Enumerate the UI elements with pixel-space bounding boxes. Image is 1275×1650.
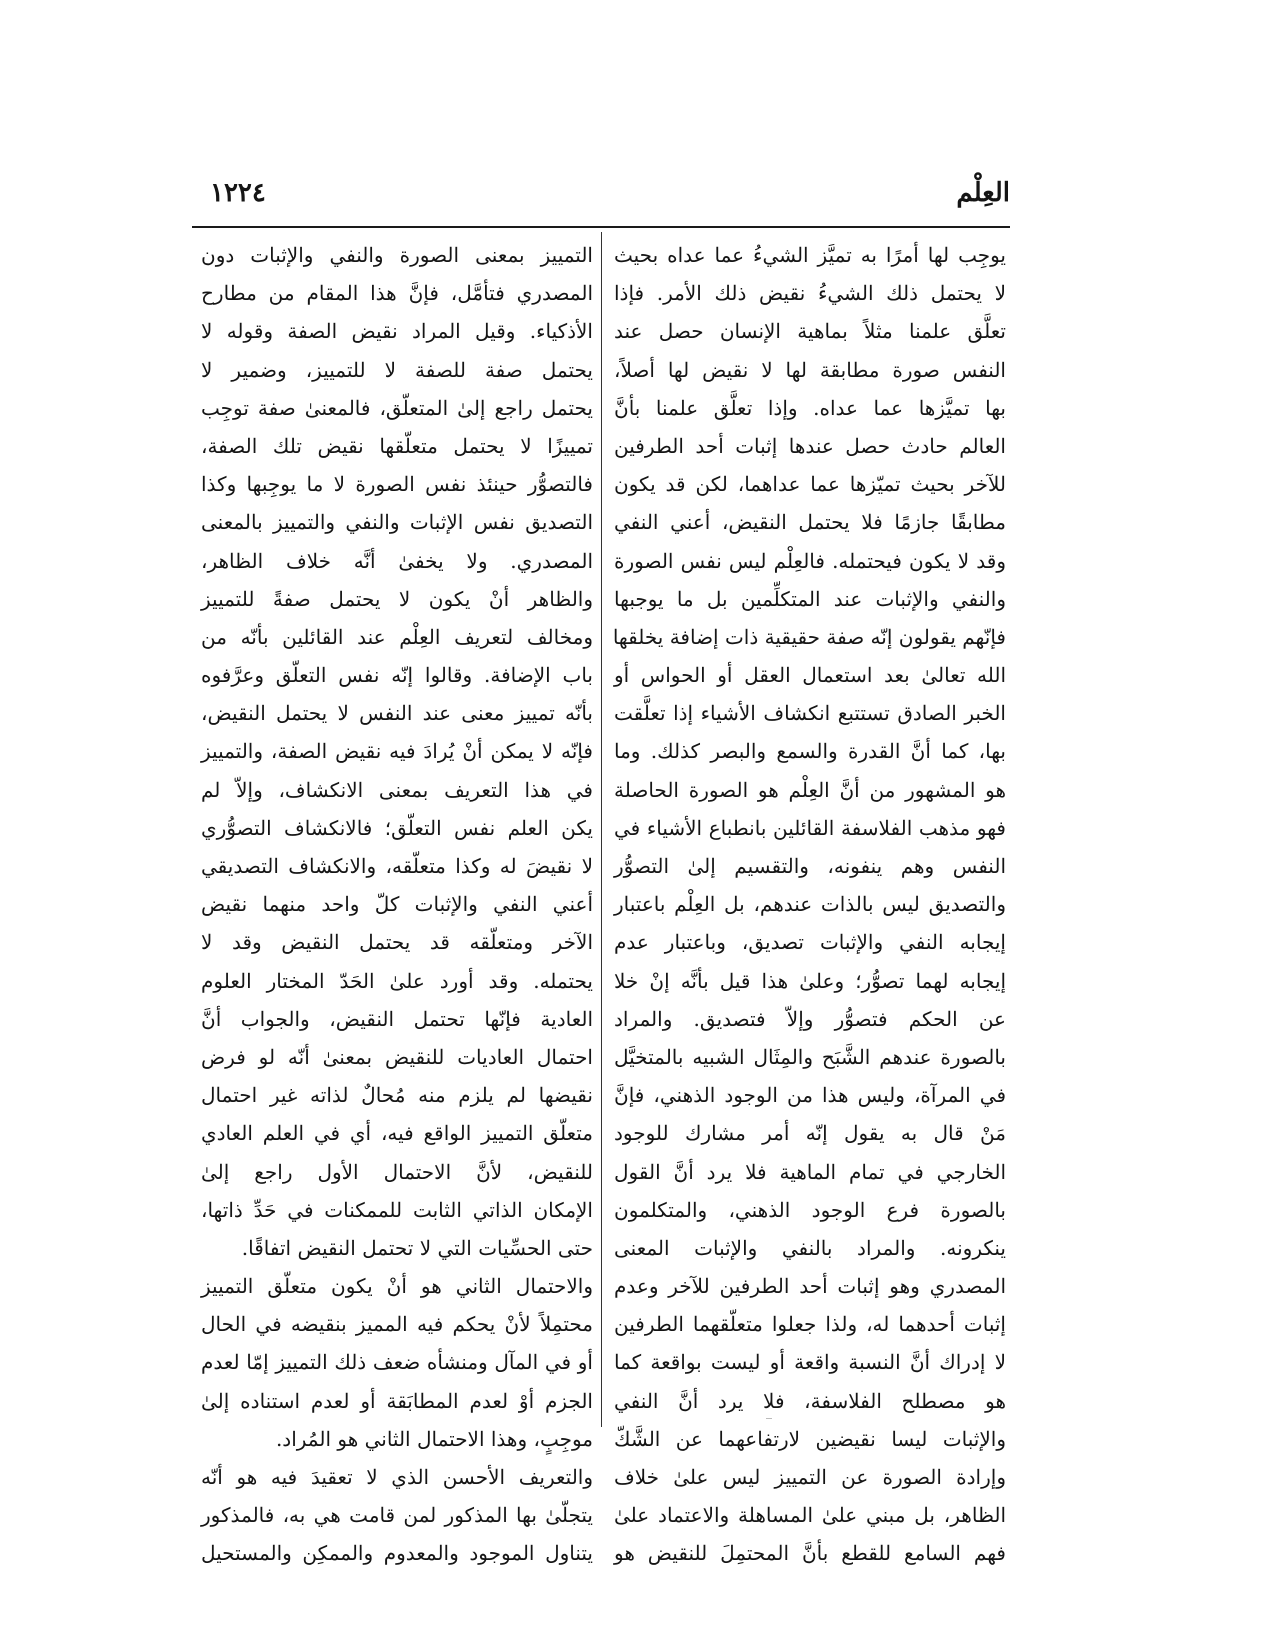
text-line: فإنّهم يقولون إنّه صفة حقيقية ذات إضافة يخلقها <box>612 624 1006 649</box>
left-column <box>201 236 593 1566</box>
text-line: الآخر ومتعلّقه قد يحتمل النقيض وقد لا <box>201 930 593 955</box>
text-line: هو المشهور من أنَّ العِلْم هو الصورة الحاصلة <box>614 777 1006 802</box>
text-line: فإنّه لا يمكن أنْ يُرادَ فيه نقيض الصفة، والتمييز <box>201 739 593 764</box>
text-line: الظاهر، بل مبني علىٰ المساهلة والاعتماد علىٰ <box>614 1503 1006 1528</box>
right-column <box>612 236 1006 1566</box>
text-line: والنفي والإثبات عند المتكلِّمين بل ما يوجبها <box>614 586 1006 611</box>
text-line: ينكرونه. والمراد بالنفي والإثبات المعنى <box>614 1235 1006 1260</box>
text-line: الله تعالىٰ بعد استعمال العقل أو الحواس أو <box>614 663 1006 688</box>
text-line: بها، كما أنَّ القدرة والسمع والبصر كذلك. وما <box>614 739 1006 764</box>
text-line: موجِبٍ، وهذا الاحتمال الثاني هو المُراد. <box>275 1426 593 1451</box>
text-line: والتصديق ليس بالذات عندهم، بل العِلْم باعتبار <box>614 892 1006 917</box>
text-line: المصدري. ولا يخفىٰ أنَّه خلاف الظاهر، <box>201 548 593 573</box>
text-line: النفس صورة مطابقة لها لا نقيض لها أصلاً، <box>614 357 1006 382</box>
text-line: حتى الحسِّيات التي لا تحتمل النقيض اتفاقًا. <box>241 1235 593 1260</box>
text-line: فهم السامع للقطع بأنَّ المحتمِلَ للنقيض هو <box>614 1541 1006 1566</box>
text-line: لا إدراك أنَّ النسبة واقعة أو ليست بواقعة كما <box>614 1350 1006 1375</box>
text-line: نقيضها لم يلزم منه مُحالٌ لذاته غير احتمال <box>201 1083 593 1108</box>
text-line: في المرآة، وليس هذا من الوجود الذهني، فإنَّ <box>614 1083 1006 1108</box>
text-line: الخارجي في تمام الماهية فلا يرد أنَّ القول <box>614 1159 1006 1184</box>
text-line: باب الإضافة. وقالوا إنّه نفس التعلّق وعرَّفوه <box>201 663 593 688</box>
text-line: الأذكياء. وقيل المراد نقيض الصفة وقوله لا <box>201 319 593 344</box>
text-line: الجزم أوْ لعدم المطابَقة أو لعدم استناده إلىٰ <box>201 1388 593 1413</box>
text-line: لا نقيضَ له وكذا متعلّقه، والانكشاف التصديقي <box>201 854 593 878</box>
text-line: يكن العلم نفس التعلّق؛ فالانكشاف التصوُّري <box>201 815 593 840</box>
text-line: يحتمل راجع إلىٰ المتعلّق، فالمعنىٰ صفة توجِب <box>201 395 593 420</box>
text-line: والاحتمال الثاني هو أنْ يكون متعلّق التمييز <box>201 1274 593 1299</box>
text-line: مطابقًا جازمًا فلا يحتمل النقيض، أعني النفي <box>614 510 1006 535</box>
text-line: بالصورة عندهم الشَّبَح والمِثَال الشبيه بالمتخيَّل <box>614 1044 1006 1069</box>
text-line: العادية فإنّها تحتمل النقيض، والجواب أنَّ <box>201 1006 593 1031</box>
scan-mark <box>766 1418 772 1419</box>
running-title: العِلْم <box>956 178 1010 208</box>
text-line: فالتصوُّر حينئذ نفس الصورة لا ما يوجِبها وكذا <box>201 472 593 497</box>
text-line: المصدري فتأمَّل، فإنَّ هذا المقام من مطارح <box>201 281 593 306</box>
text-line: بها تميَّزها عما عداه. وإذا تعلَّق علمنا بأنَّ <box>614 395 1006 420</box>
text-line: فهو مذهب الفلاسفة القائلين بانطباع الأشياء في <box>614 815 1006 840</box>
text-line: عن الحكم فتصوُّر وإلاّ فتصديق. والمراد <box>614 1006 1006 1031</box>
column-divider <box>601 232 602 1427</box>
text-line: يحتمله. وقد أورد علىٰ الحَدّ المختار العلوم <box>201 968 593 993</box>
page-header <box>192 178 1010 222</box>
text-line: أعني النفي والإثبات كلّ واحد منهما نقيض <box>201 892 593 917</box>
text-line: وقد لا يكون فيحتمله. فالعِلْم ليس نفس الصورة <box>614 548 1006 573</box>
text-line: المصدري وهو إثبات أحد الطرفين للآخر وعدم <box>614 1274 1006 1299</box>
text-line: إثبات أحدهما له، ولذا جعلوا متعلّقهما الطرفين <box>614 1312 1006 1337</box>
text-line: يتناول الموجود والمعدوم والممكِن والمستحيل <box>201 1541 593 1566</box>
text-line: مَنْ قال به يقول إنّه أمر مشارك للوجود <box>614 1121 1006 1146</box>
text-line: بأنّه تمييز معنى عند النفس لا يحتمل النقيض، <box>201 701 593 726</box>
page-number: ١٢٢٤ <box>210 178 266 208</box>
text-line: يحتمل صفة للصفة لا للتمييز، وضمير لا <box>201 357 593 382</box>
text-line: والظاهر أنْ يكون لا يحتمل صفةً للتمييز <box>201 586 593 611</box>
text-line: التصديق نفس الإثبات والنفي والتمييز بالمعنى <box>201 510 593 535</box>
text-line: تعلَّق علمنا مثلاً بماهية الإنسان حصل عند <box>614 319 1006 344</box>
text-line: الإمكان الذاتي الثابت للممكنات في حَدِّ ذاتها، <box>201 1197 593 1222</box>
text-line: للآخر بحيث تميّزها عما عداهما، لكن قد يكون <box>614 472 1006 497</box>
text-line: تمييزًا لا يحتمل متعلّقها نقيض تلك الصفة، <box>201 433 593 458</box>
text-line: التمييز بمعنى الصورة والنفي والإثبات دون <box>201 243 593 267</box>
text-line: هو مصطلح الفلاسفة، فلا يرد أنَّ النفي <box>614 1388 1006 1413</box>
text-line: محتمِلاً لأنْ يحكم فيه المميز بنقيضه في الحال <box>201 1312 593 1337</box>
text-line: وإرادة الصورة عن التمييز ليس علىٰ خلاف <box>614 1465 1006 1489</box>
text-line: للنقيض، لأنَّ الاحتمال الأول راجع إلىٰ <box>201 1159 593 1184</box>
text-line: بالصورة فرع الوجود الذهني، والمتكلمون <box>614 1197 1006 1222</box>
text-line: النفس وهم ينفونه، والتقسيم إلىٰ التصوُّر <box>614 854 1006 878</box>
text-line: يتجلّىٰ بها المذكور لمن قامت هي به، فالمذكور <box>201 1503 593 1528</box>
text-line: ومخالف لتعريف العِلْم عند القائلين بأنّه من <box>201 624 593 649</box>
text-line: والتعريف الأحسن الذي لا تعقيدَ فيه هو أنّه <box>201 1465 593 1489</box>
text-line: إيجابه النفي والإثبات تصديق، وباعتبار عدم <box>614 930 1006 955</box>
text-line: يوجِب لها أمرًا به تميَّز الشيءُ عما عداه بحيث <box>614 243 1006 267</box>
text-line: لا يحتمل ذلك الشيءُ نقيض ذلك الأمر. فإذا <box>614 281 1006 306</box>
text-line: الخبر الصادق تستتبع انكشاف الأشياء إذا تعلَّقت <box>614 701 1006 726</box>
text-line: في هذا التعريف بمعنى الانكشاف، وإلاّ لم <box>201 777 593 802</box>
text-line: إيجابه لهما تصوُّر؛ وعلىٰ هذا قيل بأنَّه إنْ خلا <box>614 968 1006 993</box>
text-line: والإثبات ليسا نقيضين لارتفاعهما عن الشَّكّ <box>614 1426 1006 1451</box>
header-rule <box>192 226 1010 228</box>
text-line: احتمال العاديات للنقيض بمعنىٰ أنّه لو فرض <box>201 1044 593 1069</box>
text-line: متعلّق التمييز الواقع فيه، أي في العلم العادي <box>201 1121 593 1146</box>
text-line: أو في المآل ومنشأه ضعف ذلك التمييز إمّا لعدم <box>201 1350 593 1375</box>
text-line: العالم حادث حصل عندها إثبات أحد الطرفين <box>614 433 1006 458</box>
